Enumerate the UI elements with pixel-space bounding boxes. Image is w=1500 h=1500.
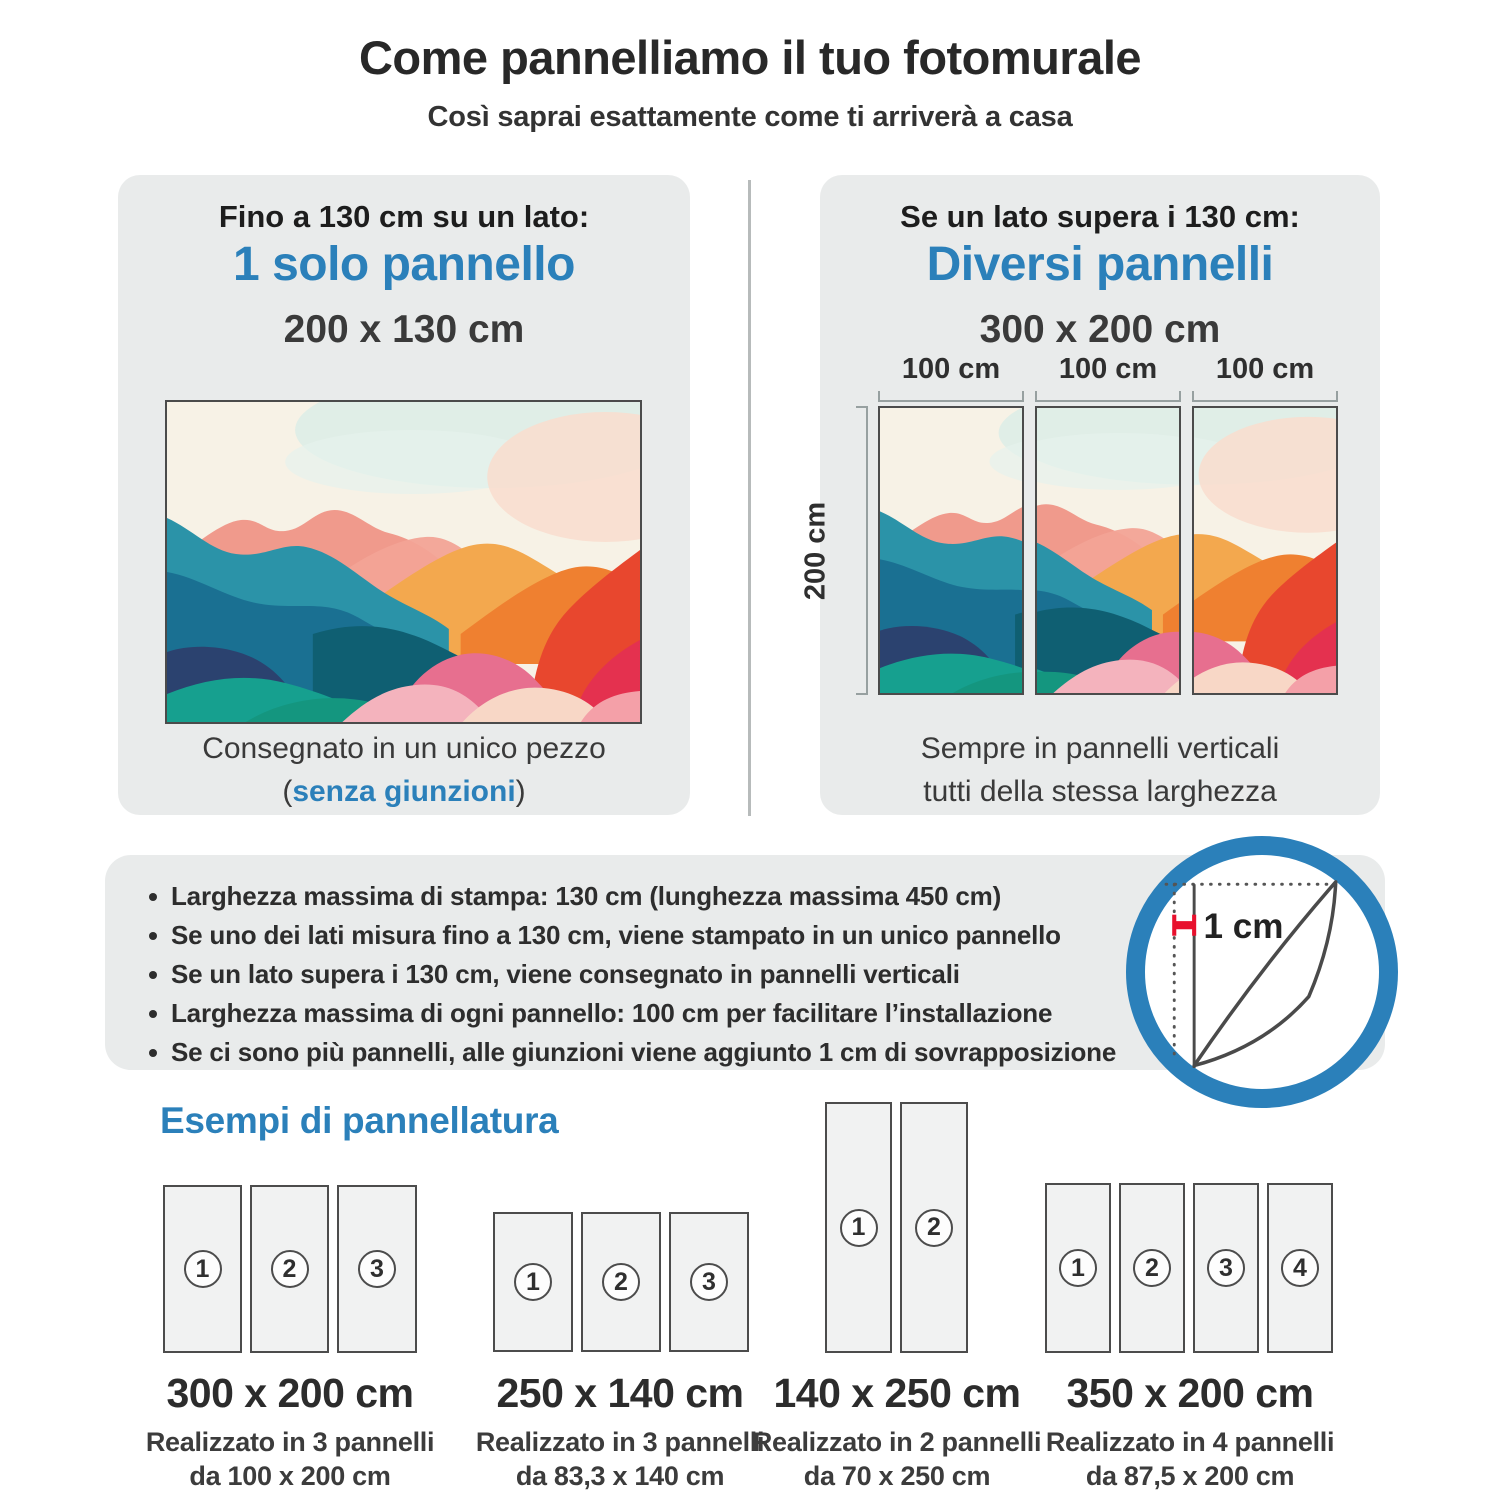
example-panel bbox=[900, 1102, 968, 1353]
single-panel-card bbox=[118, 175, 690, 815]
example-detail: Realizzato in 2 pannelli bbox=[752, 1427, 1042, 1457]
panel-number-badge: 3 bbox=[1207, 1249, 1245, 1287]
width-dimension-bracket bbox=[1192, 391, 1338, 402]
no-seams-highlight: senza giunzioni bbox=[292, 775, 516, 808]
overlap-detail-badge bbox=[1126, 836, 1398, 1108]
panel-number-badge: 2 bbox=[271, 1250, 309, 1288]
single-panel-caption-line2: (senza giunzioni) bbox=[282, 775, 526, 808]
example-label-350x200 bbox=[980, 1370, 1400, 1493]
example-size: 250 x 140 cm bbox=[496, 1370, 744, 1416]
cards-divider bbox=[748, 180, 751, 816]
multi-panel-size: 300 x 200 cm bbox=[979, 308, 1221, 351]
single-panel-headline: 1 solo pannello bbox=[233, 238, 575, 291]
example-detail: da 100 x 200 cm bbox=[189, 1461, 391, 1491]
example-panel bbox=[1193, 1183, 1259, 1353]
example-size: 300 x 200 cm bbox=[166, 1370, 414, 1416]
panel-number-badge: 2 bbox=[1133, 1249, 1171, 1287]
panel-number-badge: 4 bbox=[1281, 1249, 1319, 1287]
mural-preview-image bbox=[165, 400, 642, 724]
example-diagram-250x140 bbox=[493, 1212, 749, 1352]
example-panel bbox=[1119, 1183, 1185, 1353]
panel-number-badge: 3 bbox=[690, 1263, 728, 1301]
example-detail: da 83,3 x 140 cm bbox=[515, 1461, 725, 1491]
single-panel-size: 200 x 130 cm bbox=[283, 308, 525, 351]
panel-number-badge: 3 bbox=[358, 1250, 396, 1288]
panel-number-badge: 1 bbox=[1059, 1249, 1097, 1287]
example-diagram-140x250 bbox=[825, 1102, 968, 1353]
page-curl-icon bbox=[1145, 855, 1379, 1089]
example-size: 350 x 200 cm bbox=[1066, 1370, 1314, 1416]
panel-number-badge: 1 bbox=[840, 1209, 878, 1247]
panel-number-badge: 1 bbox=[184, 1250, 222, 1288]
split-panels-diagram bbox=[799, 353, 1338, 695]
rule-item: Larghezza massima di ogni pannello: 100 cm per facilitare l’installazione bbox=[145, 994, 1385, 1033]
panel-number-badge: 2 bbox=[915, 1209, 953, 1247]
width-dimension-label: 100 cm bbox=[901, 353, 1001, 385]
width-dimension-bracket bbox=[1035, 391, 1181, 402]
examples-heading: Esempi di pannellatura bbox=[160, 1100, 559, 1141]
page-subtitle: Così saprai esattamente come ti arriverà a casa bbox=[427, 101, 1073, 133]
multi-panel-caption bbox=[820, 727, 1380, 813]
height-dimension-label: 200 cm bbox=[799, 501, 832, 600]
example-panel bbox=[250, 1185, 329, 1353]
example-panel bbox=[1267, 1183, 1333, 1353]
single-panel-condition: Fino a 130 cm su un lato: bbox=[218, 199, 590, 234]
panel-number-badge: 2 bbox=[602, 1263, 640, 1301]
mural-panel-slice-1 bbox=[878, 406, 1024, 695]
example-size: 140 x 250 cm bbox=[773, 1370, 1021, 1416]
example-panel bbox=[581, 1212, 661, 1352]
single-panel-caption bbox=[118, 727, 690, 813]
example-detail: Realizzato in 4 pannelli bbox=[1045, 1427, 1335, 1457]
panel-number-badge: 1 bbox=[514, 1263, 552, 1301]
overlap-size-label: 1 cm bbox=[1203, 907, 1284, 947]
rule-item: Se ci sono più pannelli, alle giunzioni viene aggiunto 1 cm di sovrapposizione bbox=[145, 1033, 1385, 1072]
rule-item: Se uno dei lati misura fino a 130 cm, viene stampato in un unico pannello bbox=[145, 916, 1385, 955]
multi-panel-card bbox=[799, 175, 1380, 815]
multi-panel-caption-line2: tutti della stessa larghezza bbox=[923, 775, 1277, 808]
example-detail: da 70 x 250 cm bbox=[803, 1461, 991, 1491]
mural-panel-slice-2 bbox=[1035, 406, 1181, 695]
example-panel bbox=[163, 1185, 242, 1353]
width-dimension-label: 100 cm bbox=[1058, 353, 1158, 385]
height-dimension-bracket bbox=[856, 406, 868, 695]
multi-panel-caption-line1: Sempre in pannelli verticali bbox=[920, 732, 1280, 765]
example-detail: Realizzato in 3 pannelli bbox=[145, 1427, 435, 1457]
example-panel bbox=[1045, 1183, 1111, 1353]
example-panel bbox=[493, 1212, 573, 1352]
rule-item: Se un lato supera i 130 cm, viene consegnato in pannelli verticali bbox=[145, 955, 1385, 994]
example-panel bbox=[825, 1102, 892, 1353]
example-panel bbox=[669, 1212, 749, 1352]
example-detail: da 87,5 x 200 cm bbox=[1085, 1461, 1295, 1491]
example-diagram-300x200 bbox=[163, 1185, 417, 1353]
multi-panel-headline: Diversi pannelli bbox=[926, 238, 1274, 291]
width-dimension-label: 100 cm bbox=[1215, 353, 1315, 385]
multi-panel-condition: Se un lato supera i 130 cm: bbox=[900, 199, 1300, 234]
example-panel bbox=[337, 1185, 417, 1353]
example-diagram-350x200 bbox=[1045, 1183, 1333, 1353]
rule-item: Larghezza massima di stampa: 130 cm (lunghezza massima 450 cm) bbox=[145, 877, 1385, 916]
page-title: Come pannelliamo il tuo fotomurale bbox=[358, 31, 1142, 84]
example-detail: Realizzato in 3 pannelli bbox=[475, 1427, 765, 1457]
width-dimension-bracket bbox=[878, 391, 1024, 402]
mural-panel-slice-3 bbox=[1192, 406, 1338, 695]
single-panel-caption-line1: Consegnato in un unico pezzo bbox=[202, 732, 606, 765]
